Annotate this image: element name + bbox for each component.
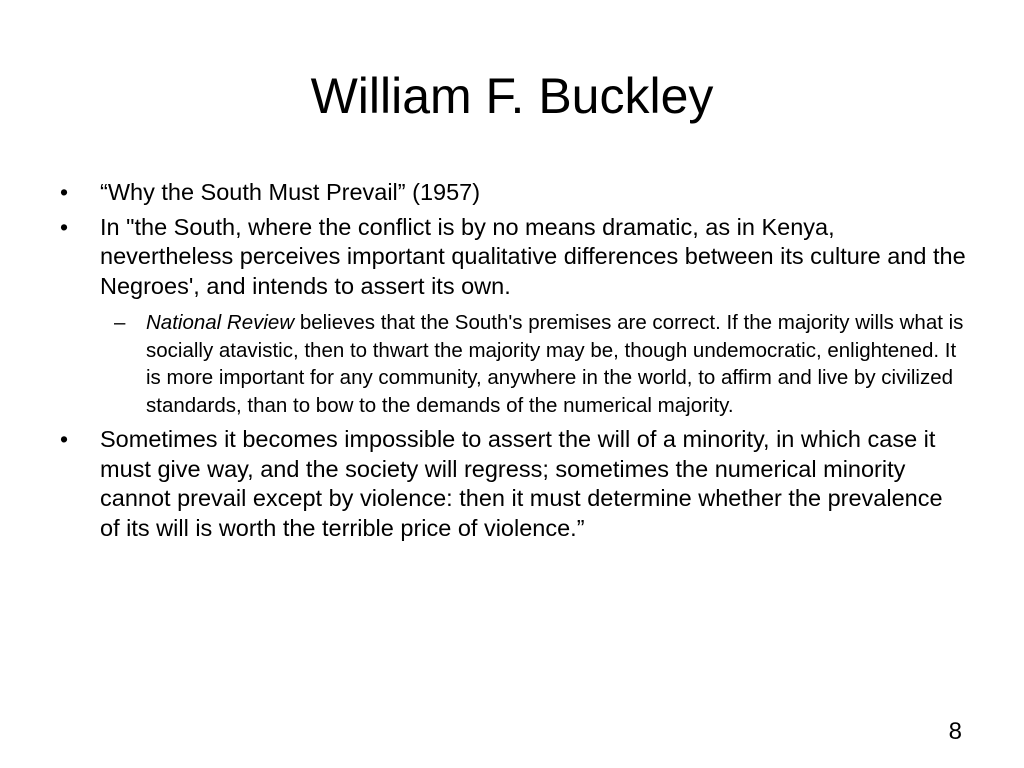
slide-number: 8	[948, 718, 962, 745]
bullet-list	[56, 178, 968, 548]
bullet-item-2	[56, 213, 968, 420]
bullet-text: “Why the South Must Prevail” (1957)	[100, 179, 481, 205]
bullet-item-1	[56, 178, 968, 208]
bullet-marker: •	[60, 213, 69, 240]
bullet-item-3	[56, 425, 968, 543]
sub-bullet-list	[100, 309, 968, 419]
bullet-text: Sometimes it becomes impossible to assert the will of a minority, in which case it must give way, and the society will regress; sometimes the numerical minority cannot prevail except by violence: then it must determine whether the prevalence of its will is worth the terrible price of violence.”	[100, 426, 943, 541]
sub-bullet-text: believes that the South's premises are correct. If the majority wills what is socially atavistic, then to thwart the majority may be, though undemocratic, enlightened. It is more important for any community, anywhere in the world, to affirm and live by civilized standards, than to bow to the demands of the numerical majority.	[146, 311, 964, 417]
dash-marker: –	[114, 311, 126, 334]
bullet-text: In "the South, where the conflict is by no means dramatic, as in Kenya, nevertheless perceives important qualitative differences between its culture and the Negroes', and intends to assert its own.	[100, 213, 966, 299]
slide-title: William F. Buckley	[310, 68, 714, 124]
bullet-marker: •	[60, 179, 69, 205]
sub-bullet-item	[100, 309, 968, 419]
publication-name: National Review	[146, 311, 295, 334]
bullet-marker: •	[60, 426, 69, 452]
